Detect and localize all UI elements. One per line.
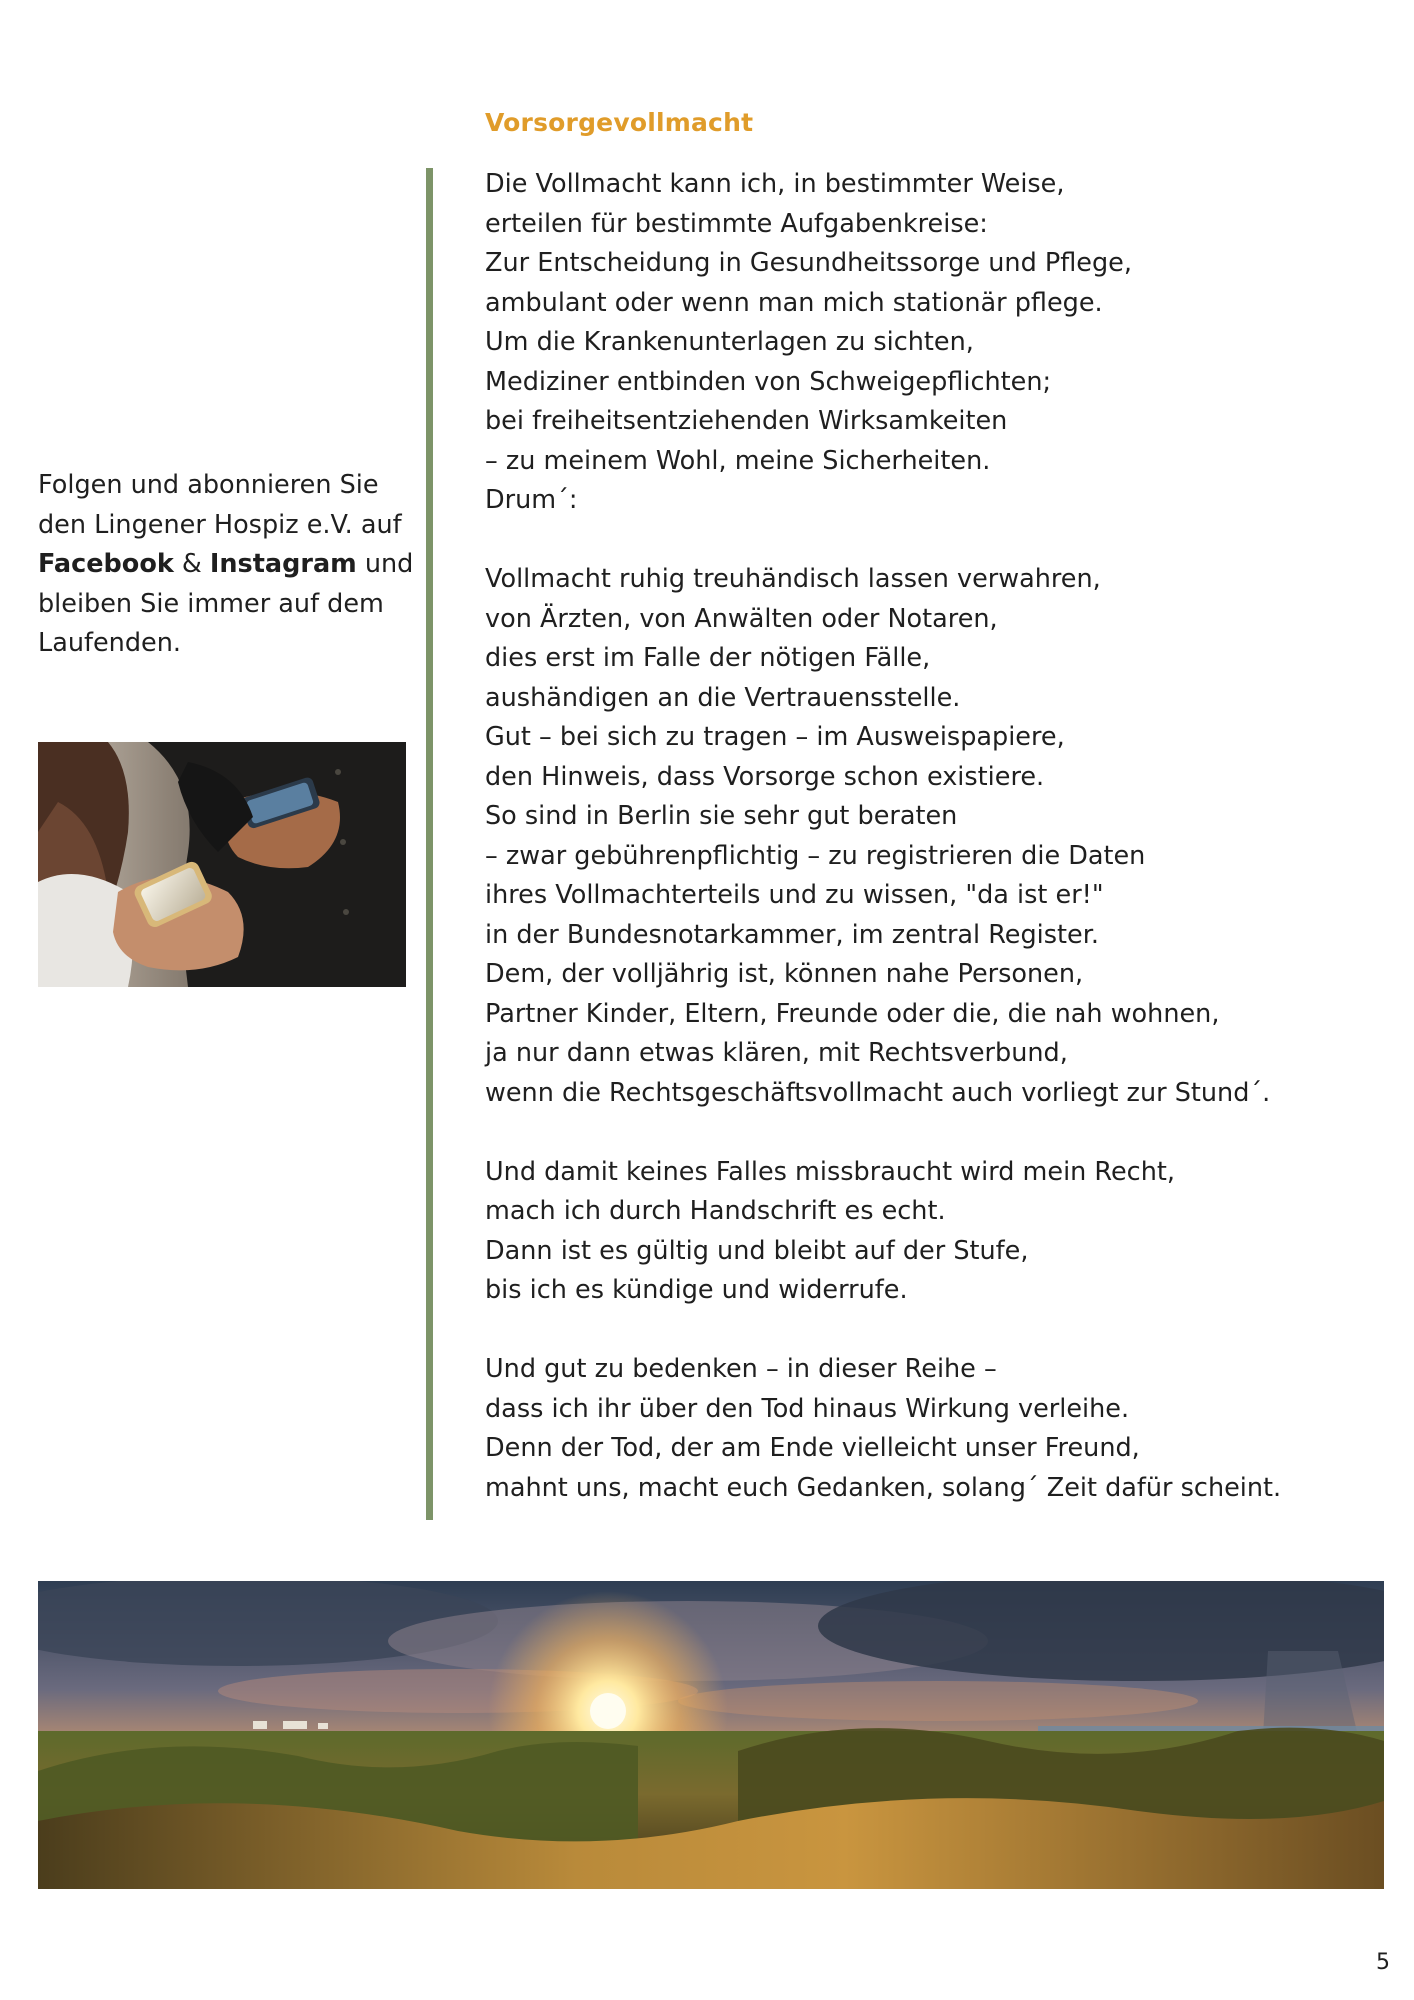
poem-body	[485, 165, 1365, 1508]
poem-line: – zu meinem Wohl, meine Sicherheiten.	[485, 445, 991, 476]
instagram-label: Instagram	[209, 549, 357, 579]
follow-text-start: Folgen und abonnieren Sie den Lingener Hospiz e.V. auf	[38, 470, 402, 540]
poem-stanza	[485, 1350, 1365, 1508]
poem-line: Denn der Tod, der am Ende vielleicht unser Freund,	[485, 1433, 1140, 1463]
poem-line: ihres Vollmachterteils und zu wissen, "da ist er!"	[485, 880, 1104, 910]
poem-line: von Ärzten, von Anwälten oder Notaren,	[485, 603, 998, 634]
poem-line: Drum´:	[485, 485, 578, 515]
poem-line: Gut – bei sich zu tragen – im Ausweispapiere,	[485, 722, 1065, 752]
poem-line: Vollmacht ruhig treuhändisch lassen verwahren,	[485, 564, 1101, 594]
poem-stanza	[485, 560, 1365, 1113]
poem-line: Mediziner entbinden von Schweigepflichten;	[485, 366, 1052, 397]
sunset-landscape-photo	[38, 1581, 1384, 1889]
ampersand: &	[173, 549, 210, 579]
poem-line: in der Bundesnotarkammer, im zentral Register.	[485, 919, 1099, 950]
poem-line: mach ich durch Handschrift es echt.	[485, 1196, 946, 1226]
poem-line: Partner Kinder, Eltern, Freunde oder die, die nah wohnen,	[485, 998, 1220, 1029]
section-heading: Vorsorgevollmacht	[485, 108, 754, 137]
poem-line: aushändigen an die Vertrauensstelle.	[485, 682, 961, 713]
poem-line: Dann ist es gültig und bleibt auf der Stufe,	[485, 1235, 1029, 1266]
poem-line: bei freiheitsentziehenden Wirksamkeiten	[485, 406, 1008, 436]
vertical-divider	[426, 168, 433, 1520]
poem-line: – zwar gebührenpflichtig – zu registrieren die Daten	[485, 840, 1146, 871]
poem-line: ambulant oder wenn man mich stationär pflege.	[485, 287, 1103, 318]
poem-line: bis ich es kündige und widerrufe.	[485, 1275, 908, 1305]
poem-line: mahnt uns, macht euch Gedanken, solang´ Zeit dafür scheint.	[485, 1472, 1282, 1503]
poem-line: ja nur dann etwas klären, mit Rechtsverbund,	[485, 1038, 1068, 1068]
people-using-smartphones-photo-icon	[38, 742, 406, 987]
page-number: 5	[1376, 1950, 1390, 1975]
poem-stanza	[485, 165, 1365, 521]
facebook-label: Facebook	[38, 549, 174, 579]
poem-stanza	[485, 1153, 1365, 1311]
poem-line: wenn die Rechtsgeschäftsvollmacht auch vorliegt zur Stund´.	[485, 1077, 1271, 1108]
poem-line: den Hinweis, dass Vorsorge schon existiere.	[485, 761, 1045, 792]
social-follow-text	[38, 466, 418, 664]
smartphones-photo	[38, 742, 406, 987]
poem-line: Um die Krankenunterlagen zu sichten,	[485, 327, 974, 357]
follow-text-end: und bleiben Sie immer auf dem Laufenden.	[38, 549, 414, 658]
poem-line: dies erst im Falle der nötigen Fälle,	[485, 643, 931, 673]
poem-line: So sind in Berlin sie sehr gut beraten	[485, 801, 958, 831]
poem-line: Dem, der volljährig ist, können nahe Personen,	[485, 959, 1084, 989]
sunset-dune-landscape-photo-icon	[38, 1581, 1384, 1889]
poem-line: Die Vollmacht kann ich, in bestimmter Weise,	[485, 169, 1065, 199]
poem-line: Zur Entscheidung in Gesundheitssorge und Pflege,	[485, 248, 1132, 278]
poem-line: erteilen für bestimmte Aufgabenkreise:	[485, 208, 988, 239]
poem-line: Und gut zu bedenken – in dieser Reihe –	[485, 1354, 997, 1384]
poem-line: Und damit keines Falles missbraucht wird mein Recht,	[485, 1156, 1175, 1187]
poem-line: dass ich ihr über den Tod hinaus Wirkung verleihe.	[485, 1393, 1130, 1424]
